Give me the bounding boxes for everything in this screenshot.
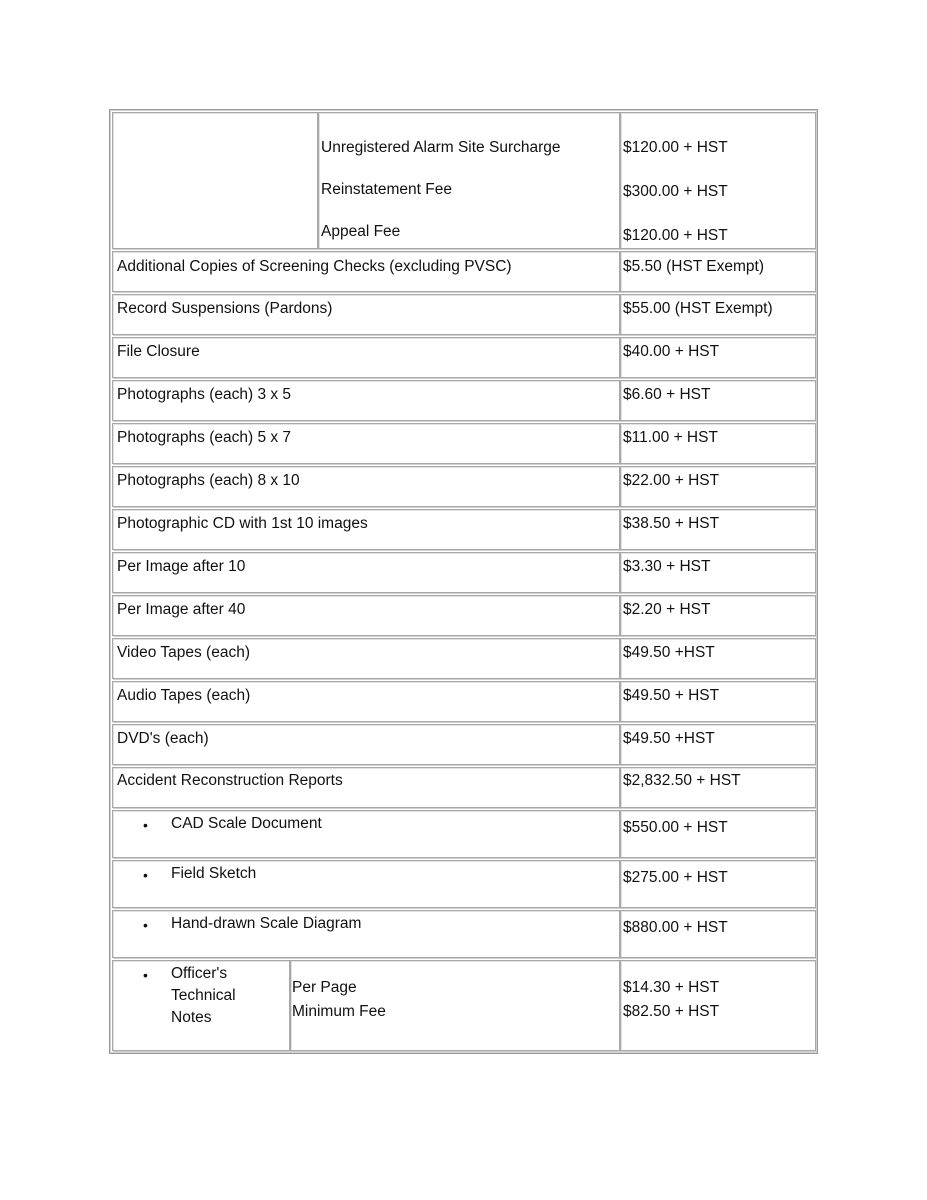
table-row-label-cell [112,552,620,593]
table-row-fee-cell [620,552,816,593]
officer-notes-fee: $14.30 + HST [623,979,720,996]
row-label: File Closure [117,343,200,360]
row-label: Video Tapes (each) [117,644,250,661]
row-label: Accident Reconstruction Reports [117,772,343,789]
row-label: Audio Tapes (each) [117,687,251,704]
table-row-fee-cell [620,638,816,679]
alarm-item-fee: $120.00 + HST [623,139,728,156]
table-row-label-cell [112,509,620,550]
row-label: Photographs (each) 8 x 10 [117,472,300,489]
row-label: Photographs (each) 3 x 5 [117,386,292,403]
row-label: Photographs (each) 5 x 7 [117,429,292,446]
row-fee: $40.00 + HST [623,343,720,360]
row-fee: $5.50 (HST Exempt) [623,258,764,275]
bullet-row-fee-cell [620,860,816,908]
bullet-row-label-cell [112,860,620,908]
table-row-label-cell [112,724,620,765]
row-label: Additional Copies of Screening Checks (excluding PVSC) [117,258,512,275]
table-row-label-cell [112,595,620,636]
table-row-fee-cell [620,509,816,550]
alarm-item-label: Unregistered Alarm Site Surcharge [321,139,561,156]
table-row-label-cell [112,681,620,722]
row-label: DVD's (each) [117,730,209,747]
table-row-fee-cell [620,681,816,722]
officer-notes-sub-label: Minimum Fee [292,1003,386,1020]
row-fee: $11.00 + HST [623,429,718,446]
table-row-label-cell [112,423,620,464]
bullet-row-label: CAD Scale Document [171,815,322,832]
row-label: Per Image after 10 [117,558,246,575]
officer-notes-fee: $82.50 + HST [623,1003,720,1020]
alarm-item-fee: $120.00 + HST [623,227,728,244]
alarm-item-fee: $300.00 + HST [623,183,728,200]
bullet-row-label-cell [112,810,620,858]
table-row-label-cell [112,251,620,292]
row-label: Per Image after 40 [117,601,246,618]
bullet-row-fee-cell [620,810,816,858]
officer-notes-fees-cell [620,960,816,1051]
bullet-marker: • [143,817,148,833]
row-fee: $3.30 + HST [623,558,711,575]
row-label: Record Suspensions (Pardons) [117,300,333,317]
table-row-fee-cell [620,724,816,765]
row-fee: $2.20 + HST [623,601,711,618]
row-fee: $2,832.50 + HST [623,772,741,789]
table-row-fee-cell [620,380,816,421]
row-fee: $55.00 (HST Exempt) [623,300,773,317]
officer-notes-sub-label: Per Page [292,979,357,996]
table-row-label-cell [112,638,620,679]
table-row-label-cell [112,337,620,378]
bullet-row-fee: $880.00 + HST [623,919,728,936]
table-row-label-cell [112,380,620,421]
table-row-label-cell [112,294,620,335]
table-row-fee-cell [620,423,816,464]
alarm-item-label: Appeal Fee [321,223,401,240]
row-fee: $38.50 + HST [623,515,720,532]
row-fee: $6.60 + HST [623,386,711,403]
alarm-item-label: Reinstatement Fee [321,181,452,198]
alarm-labels-cell [318,112,620,249]
row-label: Photographic CD with 1st 10 images [117,515,368,532]
bullet-marker: • [143,867,148,883]
table-row-label-cell [112,767,620,808]
officer-notes-label-cell [112,960,290,1051]
table-row-fee-cell [620,595,816,636]
bullet-row-fee: $550.00 + HST [623,819,728,836]
officer-notes-sub-labels-cell [290,960,620,1051]
officer-notes-label-line: Officer's [171,965,228,982]
row-fee: $22.00 + HST [623,472,720,489]
bullet-row-label: Field Sketch [171,865,257,882]
alarm-empty-cell [112,112,318,249]
bullet-row-label: Hand-drawn Scale Diagram [171,915,362,932]
table-row-fee-cell [620,337,816,378]
bullet-marker: • [143,917,148,933]
bullet-row-fee: $275.00 + HST [623,869,728,886]
table-row-fee-cell [620,251,816,292]
bullet-row-fee-cell [620,910,816,958]
officer-notes-label-line: Notes [171,1009,212,1026]
row-fee: $49.50 +HST [623,730,715,747]
alarm-fees-cell [620,112,816,249]
table-row-fee-cell [620,767,816,808]
row-fee: $49.50 +HST [623,644,715,661]
row-fee: $49.50 + HST [623,687,720,704]
table-row-label-cell [112,466,620,507]
table-row-fee-cell [620,294,816,335]
bullet-marker: • [143,967,148,983]
bullet-row-label-cell [112,910,620,958]
officer-notes-label-line: Technical [171,987,236,1004]
table-row-fee-cell [620,466,816,507]
